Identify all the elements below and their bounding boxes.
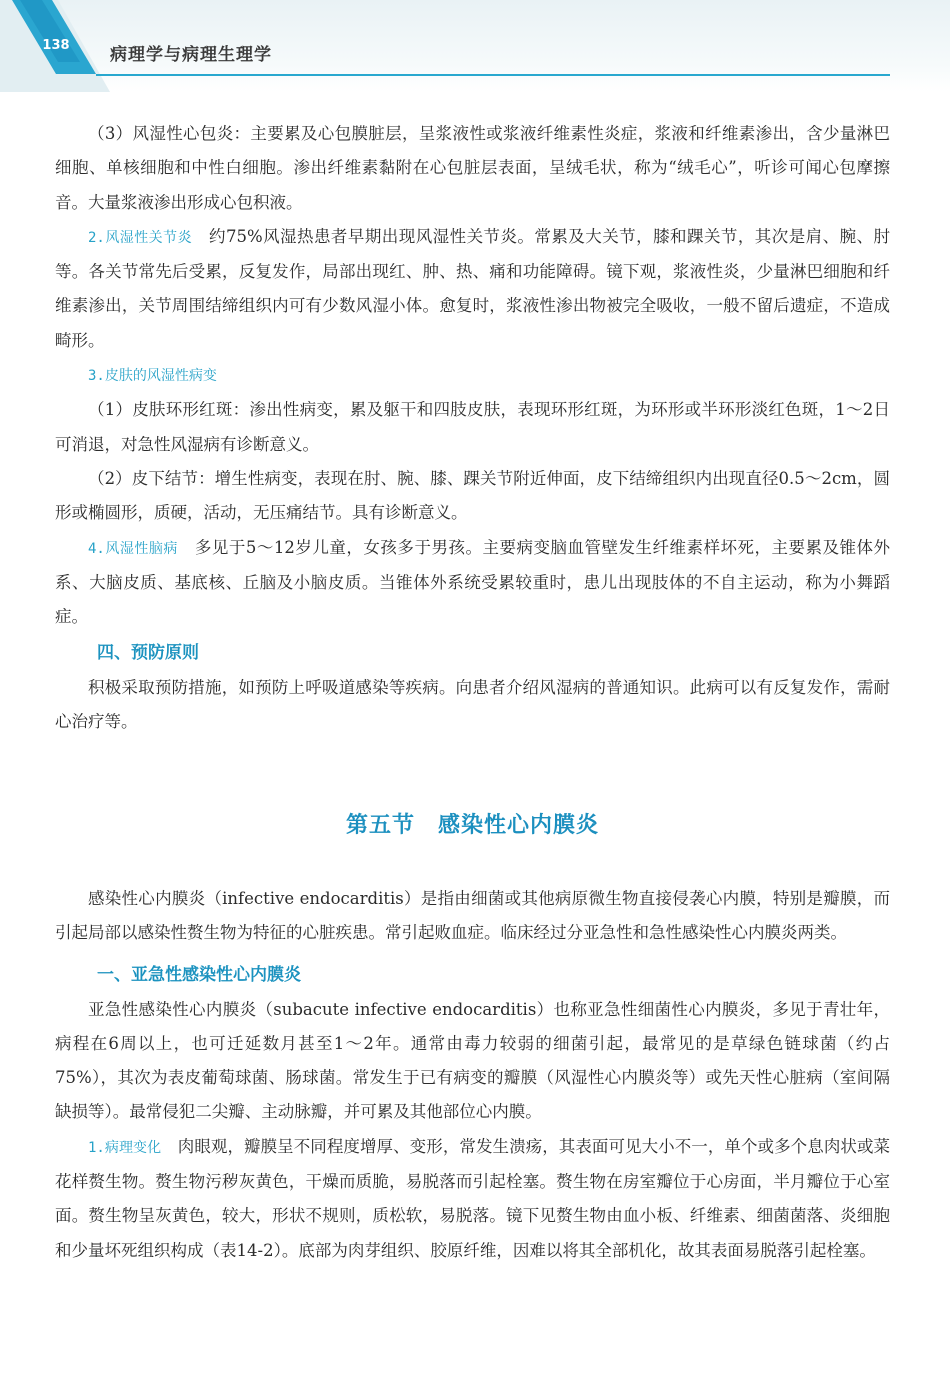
paragraph-chorea-text: 多见于5～12岁儿童，女孩多于男孩。主要病变脑血管壁发生纤维素样坏死，主要累及锥体外系、大脑皮质、基底核、丘脑及小脑皮质。当锥体外系统受累较重时，患儿出现肢体的不自主运动，称为小舞蹈症。	[55, 537, 891, 627]
paragraph-chorea	[55, 531, 890, 635]
paragraph-nodules: （2）皮下结节：增生性病变，表现在肘、腕、膝、踝关节附近伸面，皮下结缔组织内出现直径0.5～2cm，圆形或椭圆形，质硬，活动，无压痛结节。具有诊断意义。	[55, 468, 890, 523]
paragraph-subacute: 亚急性感染性心内膜炎（subacute infective endocarditis）也称亚急性细菌性心内膜炎，多见于青壮年，病程在6周以上，也可迁延数月甚至1～2年。通常由毒力较弱的细菌引起，最常见的是草绿色链球菌（约占75%），其次为表皮葡萄球菌、肠球菌。常发生于已有病变的瓣膜（风湿性心内膜炎等）或先天性心脏病（室间隔缺损等）。最常侵犯二尖瓣、主动脉瓣，并可累及其他部位心内膜。	[55, 999, 890, 1122]
heading-subacute: 一、亚急性感染性心内膜炎	[97, 965, 301, 986]
page-number: 138	[42, 38, 70, 53]
header-rule	[96, 74, 890, 76]
paragraph-pathology	[55, 1130, 890, 1268]
paragraph-prevention: 积极采取预防措施，如预防上呼吸道感染等疾病。向患者介绍风湿病的普通知识。此病可以有反复发作，需耐心治疗等。	[55, 677, 890, 732]
heading-prevention: 四、预防原则	[97, 643, 199, 664]
paragraph-pericarditis: （3）风湿性心包炎：主要累及心包膜脏层，呈浆液性或浆液纤维素性炎症，浆液和纤维素渗出，含少量淋巴细胞、单核细胞和中性白细胞。渗出纤维素黏附在心包脏层表面，呈绒毛状，称为“绒毛心”，听诊可闻心包摩擦音。大量浆液渗出形成心包积液。	[55, 124, 890, 212]
subheading-chorea: 4.风湿性脑病	[88, 540, 178, 557]
running-title: 病理学与病理生理学	[110, 45, 272, 65]
paragraph-arthritis-text: 约75%风湿热患者早期出现风湿性关节炎。常累及大关节，膝和踝关节，其次是肩、腕、肘等。各关节常先后受累，反复发作，局部出现红、肿、热、痛和功能障碍。镜下观，浆液性炎，少量淋巴细胞和纤维素渗出，关节周围结缔组织内可有少数风湿小体。愈复时，浆液性渗出物被完全吸收，一般不留后遗症，不造成畸形。	[55, 226, 890, 350]
paragraph-endocarditis-intro: 感染性心内膜炎（infective endocarditis）是指由细菌或其他病原微生物直接侵袭心内膜，特别是瓣膜，而引起局部以感染性赘生物为特征的心脏疾患。常引起败血症。临床经过分亚急性和急性感染性心内膜炎两类。	[55, 888, 890, 942]
subheading-skin	[55, 358, 890, 393]
subheading-arthritis: 2.风湿性关节炎	[88, 229, 193, 246]
chapter-title: 第五节 感染性心内膜炎	[345, 813, 599, 839]
subheading-pathology: 1.病理变化	[88, 1139, 162, 1156]
paragraph-erythema: （1）皮肤环形红斑：渗出性病变，累及躯干和四肢皮肤，表现环形红斑，为环形或半环形淡红色斑，1～2日可消退，对急性风湿病有诊断意义。	[55, 400, 890, 454]
paragraph-pathology-text: 肉眼观，瓣膜呈不同程度增厚、变形，常发生溃疡，其表面可见大小不一，单个或多个息肉状或菜花样赘生物。赘生物污秽灰黄色，干燥而质脆，易脱落而引起栓塞。赘生物在房室瓣位于心房面，半月瓣位于心室面。赘生物呈灰黄色，较大，形状不规则，质松软，易脱落。镜下见赘生物由血小板、纤维素、细菌菌落、炎细胞和少量坏死组织构成（表14-2）。底部为肉芽组织、胶原纤维，因难以将其全部机化，故其表面易脱落引起栓塞。	[55, 1136, 891, 1260]
page-body	[55, 117, 890, 1268]
subheading-skin-label: 3.皮肤的风湿性病变	[88, 368, 217, 385]
paragraph-arthritis	[55, 220, 890, 358]
